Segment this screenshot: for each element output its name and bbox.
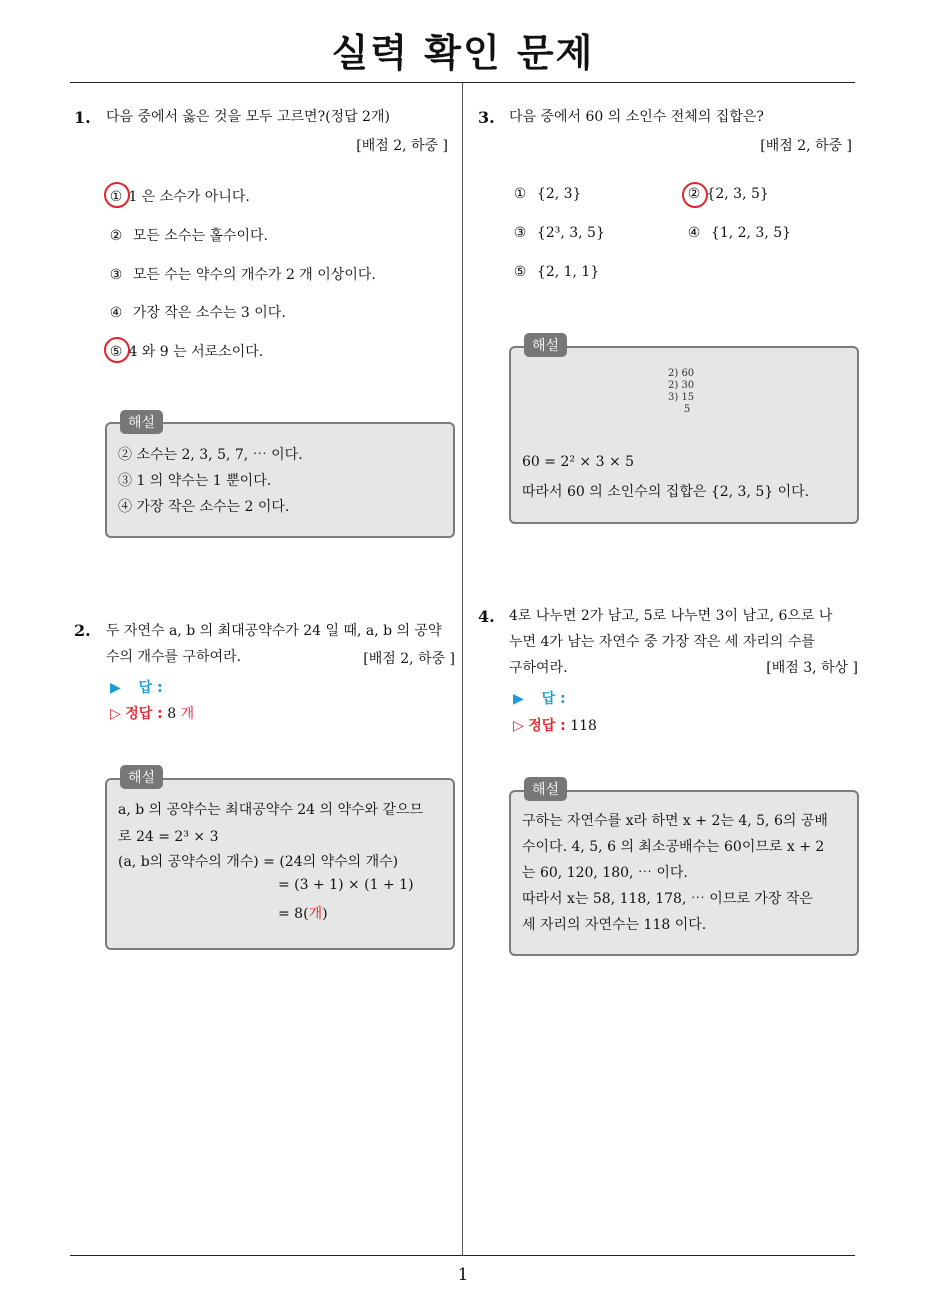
q2-line1: 두 자연수 a, b 의 최대공약수가 24 일 때, a, b 의 공약 — [106, 623, 442, 639]
choice-mark: ② — [109, 228, 123, 244]
choice-text: {2, 3, 5} — [706, 186, 769, 202]
triangle-icon: ▷ — [110, 706, 121, 722]
q3-text: 다음 중에서 60 의 소인수 전체의 집합은? — [509, 109, 764, 125]
q1-meta: [배점 2, 하중 ] — [356, 138, 448, 154]
q4-exp-line: 는 60, 120, 180, ⋯ 이다. — [522, 865, 688, 881]
explanation-tag: 해설 — [524, 777, 567, 801]
choice-text: {2, 1, 1} — [536, 264, 600, 280]
q1-choice-4[interactable] — [108, 302, 286, 322]
q2-answer-row[interactable] — [110, 677, 163, 697]
choice-mark: ① — [109, 189, 123, 205]
choice-mark: ② — [687, 186, 701, 202]
choice-text: 모든 소수는 홀수이다. — [132, 228, 268, 244]
answer-label: 답 : — [138, 680, 163, 696]
q1-number: 1. — [74, 108, 91, 127]
choice-mark: ④ — [687, 225, 701, 241]
q3-choice-3[interactable] — [512, 225, 605, 241]
q1-choice-2[interactable] — [108, 225, 268, 245]
q1-choice-3[interactable] — [108, 264, 376, 284]
explanation-tag: 해설 — [120, 765, 163, 789]
answer-label: 답 : — [541, 691, 566, 707]
q2-number: 2. — [74, 621, 91, 640]
choice-mark: ① — [513, 186, 527, 202]
q1-text: 다음 중에서 옳은 것을 모두 고르면?(정답 2개) — [106, 109, 390, 125]
choice-text: {2, 3} — [536, 186, 582, 202]
q3-exp-line: 따라서 60 의 소인수의 집합은 {2, 3, 5} 이다. — [522, 484, 810, 500]
explanation-tag: 해설 — [120, 410, 163, 434]
choice-text: 1 은 소수가 아니다. — [128, 189, 250, 205]
q4-exp-line: 따라서 x는 58, 118, 178, ⋯ 이므로 가장 작은 — [522, 891, 813, 907]
correct-value: 118 — [570, 718, 597, 734]
q2-exp-line: a, b 의 공약수는 최대공약수 24 의 약수와 같으므 — [118, 802, 424, 818]
page-title: 실력 확인 문제 — [331, 31, 595, 75]
explanation-tag: 해설 — [524, 333, 567, 357]
q2-exp-line: 로 24 = 2³ × 3 — [118, 829, 219, 845]
q2-line2: 수의 개수를 구하여라. — [106, 649, 242, 665]
q1-exp-line: ② 소수는 2, 3, 5, 7, ⋯ 이다. — [118, 447, 303, 463]
q1-choice-5[interactable] — [108, 341, 263, 361]
choice-text: 모든 수는 약수의 개수가 2 개 이상이다. — [132, 267, 376, 283]
correct-label: 정답 : — [528, 718, 566, 734]
correct-value: 8 — [167, 706, 177, 722]
q1-choice-1[interactable] — [108, 186, 250, 206]
q4-number: 4. — [478, 607, 495, 626]
ladder-line: 2) 60 — [668, 368, 695, 379]
ladder-line: 5 — [668, 404, 691, 415]
choice-mark: ⑤ — [109, 344, 123, 360]
q4-meta: [배점 3, 하상 ] — [766, 660, 858, 676]
q2-meta: [배점 2, 하중 ] — [363, 651, 455, 667]
q3-choice-1[interactable] — [512, 186, 581, 202]
choice-text: {1, 2, 3, 5} — [710, 225, 792, 241]
q1-exp-line: ④ 가장 작은 소수는 2 이다. — [118, 499, 290, 515]
q2-correct-row — [110, 703, 194, 723]
ladder-line: 2) 30 — [668, 380, 695, 391]
q4-exp-line: 구하는 자연수를 x라 하면 x + 2는 4, 5, 6의 공배 — [522, 813, 828, 829]
q2-exp-line: = 8(개) — [278, 906, 328, 922]
q2-exp-line: (a, b의 공약수의 개수) = (24의 약수의 개수) — [118, 854, 399, 870]
q4-correct-row — [513, 715, 597, 735]
correct-label: 정답 : — [125, 706, 163, 722]
q4-exp-line: 세 자리의 자연수는 118 이다. — [522, 917, 707, 933]
play-icon: ▶ — [513, 691, 524, 707]
q4-line3: 구하여라. — [509, 660, 568, 676]
play-icon: ▶ — [110, 680, 121, 696]
choice-text: {2³, 3, 5} — [536, 225, 605, 241]
choice-mark: ③ — [109, 267, 123, 283]
choice-text: 가장 작은 소수는 3 이다. — [132, 305, 286, 321]
choice-mark: ③ — [513, 225, 527, 241]
q3-meta: [배점 2, 하중 ] — [760, 138, 852, 154]
division-ladder — [668, 368, 694, 416]
triangle-icon: ▷ — [513, 718, 524, 734]
q4-line1: 4로 나누면 2가 남고, 5로 나누면 3이 남고, 6으로 나 — [509, 608, 833, 624]
ladder-line: 3) 15 — [668, 392, 695, 403]
choice-mark: ④ — [109, 305, 123, 321]
q1-exp-line: ③ 1 의 약수는 1 뿐이다. — [118, 473, 272, 489]
choice-text: 4 와 9 는 서로소이다. — [128, 344, 264, 360]
q2-exp-line: = (3 + 1) × (1 + 1) — [278, 877, 414, 893]
correct-unit: 개 — [180, 706, 195, 722]
q3-choice-2[interactable] — [686, 186, 769, 202]
page-number: 1 — [457, 1265, 469, 1285]
q4-exp-line: 수이다. 4, 5, 6 의 최소공배수는 60이므로 x + 2 — [522, 839, 825, 855]
choice-mark: ⑤ — [513, 264, 527, 280]
bottom-rule — [70, 1255, 855, 1256]
q3-exp-line: 60 = 2² × 3 × 5 — [522, 454, 635, 470]
q3-choice-5[interactable] — [512, 264, 599, 280]
q3-number: 3. — [478, 108, 495, 127]
q4-answer-row[interactable] — [513, 688, 566, 708]
q4-line2: 누면 4가 남는 자연수 중 가장 작은 세 자리의 수를 — [509, 634, 815, 650]
column-divider — [462, 83, 463, 1256]
q3-choice-4[interactable] — [686, 225, 791, 241]
